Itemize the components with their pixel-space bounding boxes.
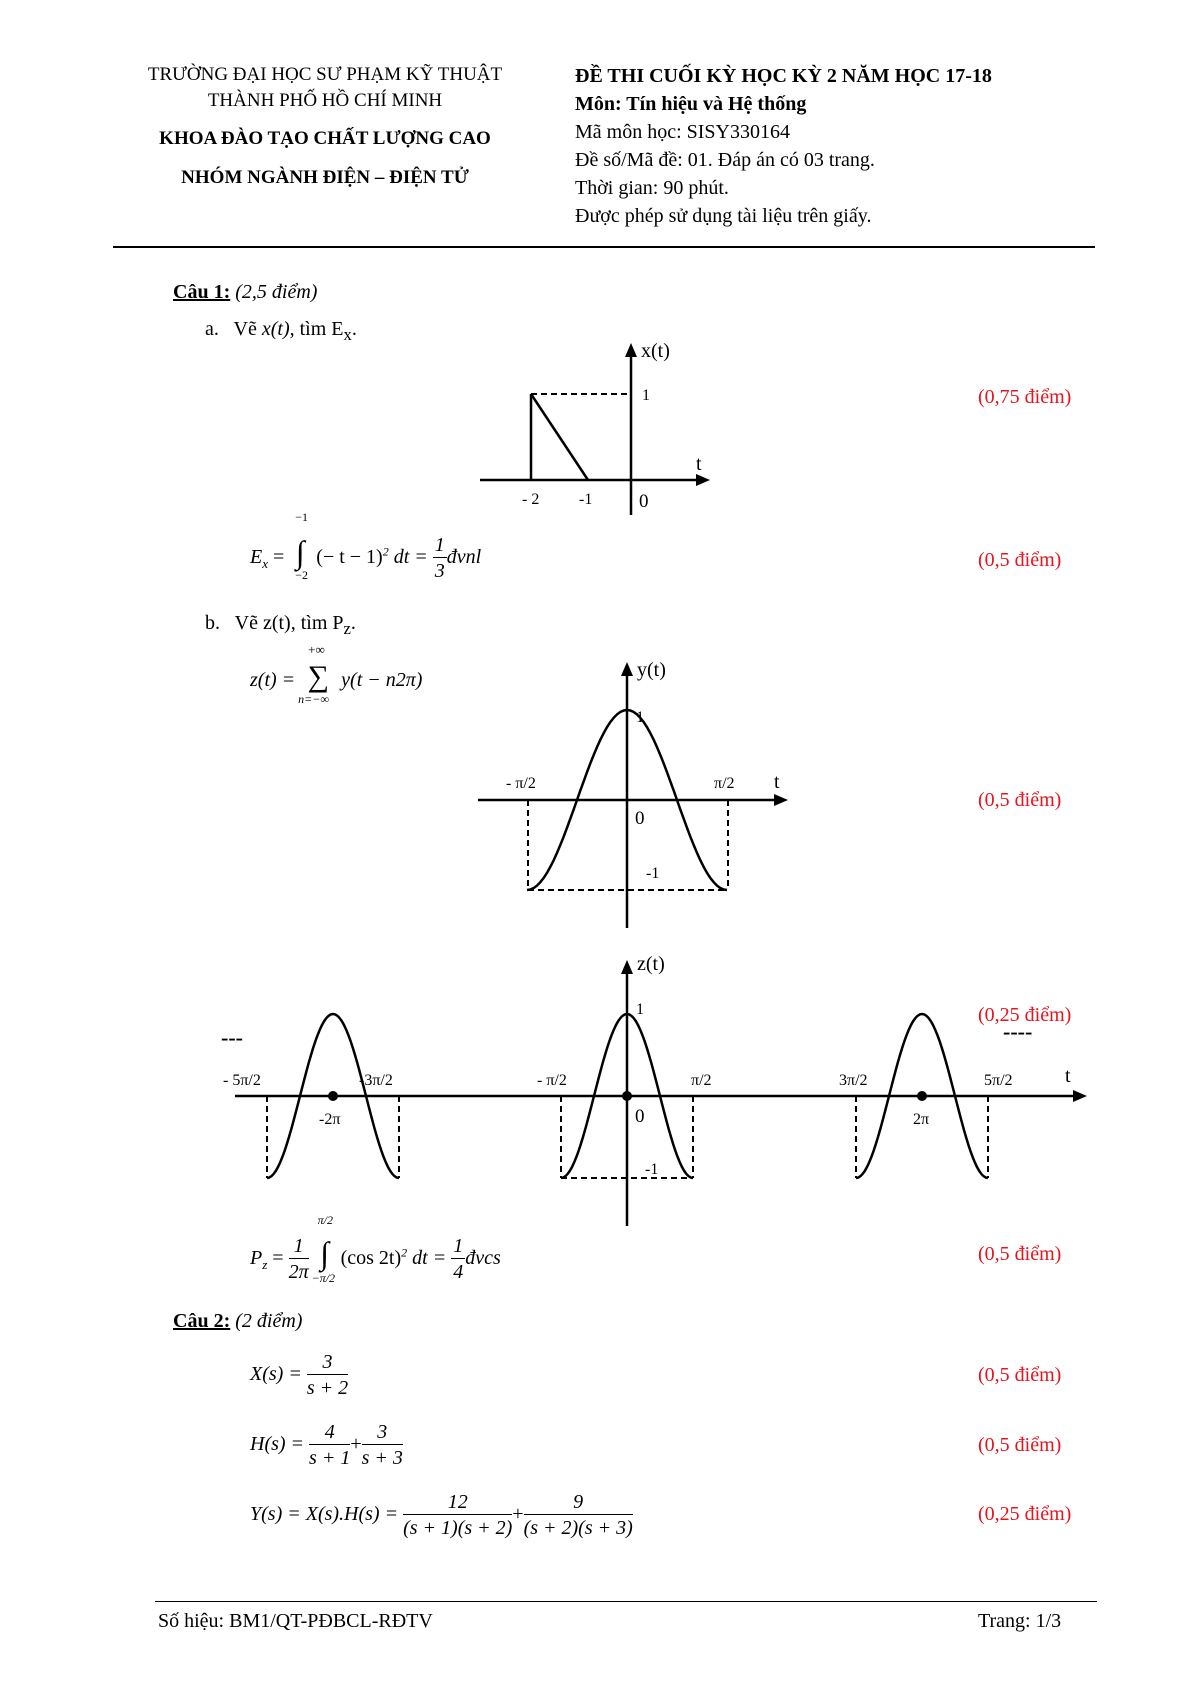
exam-code: Đề số/Mã đề: 01. Đáp án có 03 trang. <box>575 149 875 171</box>
footer-page: Trang: 1/3 <box>978 1610 1062 1632</box>
pz-result-fraction: $\frac{1}{4}$ <box>453 1235 464 1283</box>
ex-unit: đvnl <box>446 546 482 569</box>
score-b1: (0,5 điểm) <box>978 789 1062 811</box>
pz-lower-limit: −π/2 <box>311 1271 336 1286</box>
sum-sign: +∞ ∑ n=−∞ <box>298 642 329 706</box>
z-tick-3pi2: 3π/2 <box>839 1072 868 1089</box>
y-tick-left: - π/2 <box>506 775 536 792</box>
y-axis-arrow <box>625 343 637 357</box>
university-name <box>110 62 540 114</box>
xs-fraction: $\frac{3}{s + 2}$ <box>306 1351 349 1399</box>
ex-lhs: E <box>250 546 263 569</box>
graph-z-xlabel: t <box>1065 1065 1071 1087</box>
y-tick-minus-one: -1 <box>646 865 660 882</box>
z-tick-pi2: π/2 <box>691 1072 712 1089</box>
graph-y <box>470 650 800 930</box>
footer-divider <box>155 1601 1097 1602</box>
hs-lhs: H(s) = <box>250 1433 305 1456</box>
ex-upper-limit: −1 <box>295 510 309 525</box>
pz-power: 2 <box>401 1245 408 1260</box>
origin-label: 0 <box>639 491 649 512</box>
ex-sub: x <box>262 556 268 572</box>
z-dot-minus-2pi <box>328 1091 338 1101</box>
z-tick-5pi2: 5π/2 <box>984 1072 1013 1089</box>
part-a-dot: . <box>351 318 357 340</box>
graph-z-ylabel: z(t) <box>637 953 665 975</box>
power-formula: $P_z$ = $\frac{1}{2\pi}$ π/2 ∫ −π/2 (cos 2t)$^2$ dt = $\frac{1}{4}$ đvcs <box>250 1213 501 1286</box>
x-axis-arrow <box>696 474 710 486</box>
faculty-name: KHOA ĐÀO TẠO CHẤT LƯỢNG CAO <box>159 128 491 149</box>
ex-lower-limit: −2 <box>295 568 309 583</box>
score-q2-3: (0,25 điểm) <box>978 1503 1072 1525</box>
z-graph-x-arrow <box>1073 1090 1087 1102</box>
graph-x-xlabel: t <box>696 453 702 475</box>
graph-x <box>470 335 720 525</box>
question-2-points: (2 điểm) <box>235 1310 303 1332</box>
xs-lhs: X(s) = <box>250 1363 302 1386</box>
pz-upper-limit: π/2 <box>317 1213 333 1228</box>
part-b-sub: z <box>343 619 351 638</box>
part-b-label: b. <box>205 612 220 634</box>
y-origin: 0 <box>635 808 645 829</box>
z-tick-one: 1 <box>636 1001 644 1018</box>
question-1-points: (2,5 điểm) <box>235 281 318 303</box>
ys-fraction-1: $\frac{12}{(s + 1)(s + 2)}$ <box>403 1491 513 1539</box>
energy-formula: $E_x$ = −1 ∫ −2 (− t − 1)$^2$ dt = $\frac{1}{3}$ đvnl <box>250 510 482 583</box>
z-tick-m3pi2: -3π/2 <box>359 1072 393 1089</box>
subject: Môn: Tín hiệu và Hệ thống <box>575 93 807 115</box>
h-s-formula <box>250 1420 403 1471</box>
tick-minus-2: - 2 <box>522 491 540 508</box>
part-a-sub: x <box>343 325 352 344</box>
question-2-heading <box>173 1310 302 1333</box>
group-name: NHÓM NGÀNH ĐIỆN – ĐIỆN TỬ <box>181 167 469 188</box>
materials: Được phép sử dụng tài liệu trên giấy. <box>575 205 872 227</box>
ex-fraction: $\frac{1}{3}$ <box>434 534 445 582</box>
z-tick-minus-one: -1 <box>645 1161 659 1178</box>
pz-fraction: $\frac{1}{2\pi}$ <box>288 1235 309 1283</box>
question-2-title: Câu 2: <box>173 1310 231 1332</box>
part-a-text: Vẽ <box>233 318 262 340</box>
pz-lhs: P <box>250 1247 263 1270</box>
exam-title: ĐỀ THI CUỐI KỲ HỌC KỲ 2 NĂM HỌC 17-18 <box>575 65 992 87</box>
part-b-text: Vẽ z(t), tìm P <box>234 612 344 634</box>
graph-z <box>215 948 1095 1228</box>
header-divider <box>113 246 1095 248</box>
ex-power: 2 <box>382 544 389 559</box>
z-graph-y-arrow <box>621 960 633 974</box>
z-dashes-left: --- <box>221 1025 243 1050</box>
ex-integrand: (− t − 1) <box>316 546 383 569</box>
graph-y-ylabel: y(t) <box>637 659 666 681</box>
z-dot-2pi <box>917 1091 927 1101</box>
y-tick-right: π/2 <box>714 775 735 792</box>
score-a2: (0,5 điểm) <box>978 549 1062 571</box>
course-code: Mã môn học: SISY330164 <box>575 121 790 143</box>
z-tick-mpi2: - π/2 <box>537 1072 567 1089</box>
hs-fraction-1: $\frac{4}{s + 1}$ <box>309 1421 351 1469</box>
z-dashes-right: ---- <box>1003 1019 1033 1044</box>
graph-x-ylabel: x(t) <box>641 340 670 362</box>
part-a-text-post: , tìm E <box>289 318 344 340</box>
sum-bottom: n=−∞ <box>298 692 329 706</box>
university-line-2: THÀNH PHỐ HỒ CHÍ MINH <box>207 90 443 111</box>
z-origin: 0 <box>635 1106 645 1127</box>
hs-plus: + <box>350 1433 362 1456</box>
sum-top: +∞ <box>308 642 325 657</box>
part-a-prompt <box>205 318 357 345</box>
hs-fraction-2: $\frac{3}{s + 3}$ <box>361 1421 403 1469</box>
y-graph-y-arrow <box>621 662 633 676</box>
tick-one: 1 <box>642 387 650 404</box>
z-dot-zero <box>622 1091 632 1101</box>
z-tick-m2pi: -2π <box>319 1111 341 1128</box>
y-graph-x-arrow <box>774 794 788 806</box>
y-s-formula <box>250 1490 633 1541</box>
graph-y-xlabel: t <box>774 771 780 793</box>
z-rhs: y(t − n2π) <box>341 669 423 691</box>
x-s-formula <box>250 1350 348 1401</box>
question-1-heading <box>173 281 317 304</box>
pz-integrand: (cos 2t) <box>340 1247 402 1270</box>
score-a1: (0,75 điểm) <box>978 386 1072 408</box>
pz-integral-sign: π/2 ∫ −π/2 <box>311 1213 336 1286</box>
tick-minus-1: -1 <box>579 491 593 508</box>
score-q2-1: (0,5 điểm) <box>978 1364 1062 1386</box>
y-tick-one: 1 <box>636 709 644 726</box>
score-q2-2: (0,5 điểm) <box>978 1434 1062 1456</box>
ys-lhs: Y(s) = X(s).H(s) = <box>250 1503 399 1526</box>
footer-code: Số hiệu: BM1/QT-PĐBCL-RĐTV <box>158 1610 433 1632</box>
z-sum-formula <box>250 642 423 706</box>
score-b3: (0,5 điểm) <box>978 1243 1062 1265</box>
university-line-1: TRƯỜNG ĐẠI HỌC SƯ PHẠM KỸ THUẬT <box>147 64 503 85</box>
question-1-title: Câu 1: <box>173 281 231 303</box>
ys-fraction-2: $\frac{9}{(s + 2)(s + 3)}$ <box>523 1491 633 1539</box>
ex-dt: dt = <box>393 546 428 569</box>
part-b-prompt <box>205 612 356 639</box>
pz-dt: dt = <box>412 1247 447 1270</box>
part-a-var: x(t) <box>261 318 290 340</box>
integral-sign: −1 ∫ −2 <box>295 510 309 583</box>
duration: Thời gian: 90 phút. <box>575 177 729 199</box>
z-lhs: z(t) = <box>250 669 296 691</box>
z-tick-m5pi2: - 5π/2 <box>223 1072 261 1089</box>
ys-plus: + <box>512 1503 524 1526</box>
signal-ramp <box>531 394 588 480</box>
pz-unit: đvcs <box>465 1247 501 1270</box>
z-tick-2pi: 2π <box>913 1111 930 1128</box>
part-a-label: a. <box>205 318 219 340</box>
part-b-dot: . <box>350 612 356 634</box>
score-b2: (0,25 điểm) <box>978 1004 1072 1026</box>
pz-sub: z <box>262 1257 268 1273</box>
